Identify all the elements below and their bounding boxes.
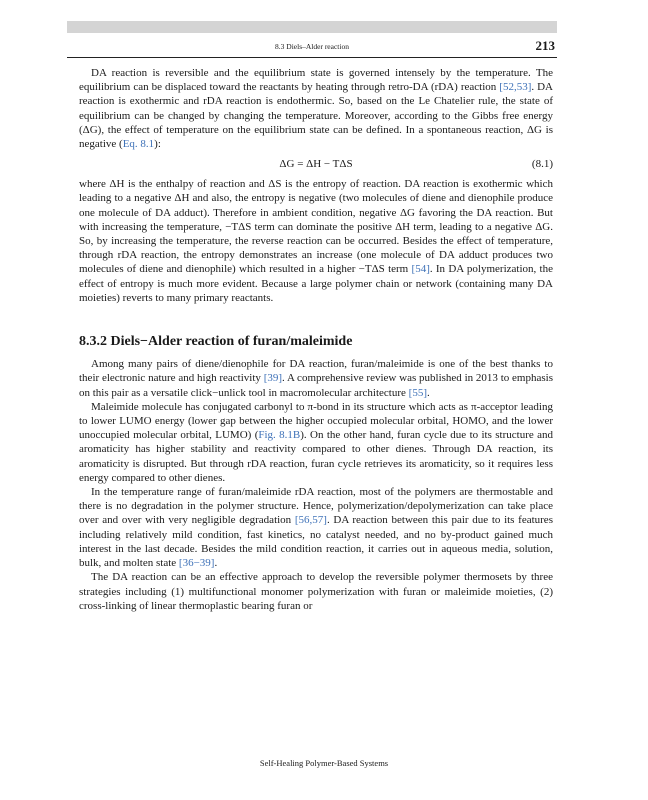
page-footer: Self-Healing Polymer-Based Systems — [259, 758, 389, 768]
paragraph: In the temperature range of furan/maleimide rDA reaction, most of the polymers are thermostable and there is no degradation in the polymer structure. Hence, polymerization/depolymerization can take place over and over with very negligible degradation [56,57]. DA reaction between this pair due to its features including relatively mild condition, fast kinetics, no catalyst needed, and no by-product gained much interest in the last decade. Besides the mild condition reaction, it carries out in aqueous media, solution, bulk, and molten state [36−39]. — [79, 486, 553, 570]
citation-link[interactable]: [55] — [408, 386, 427, 399]
page-header — [67, 37, 557, 58]
equation: ΔG = ΔH − TΔS — [279, 158, 353, 171]
citation-link[interactable]: [54] — [411, 263, 430, 276]
citation-link[interactable]: [56,57] — [294, 514, 327, 527]
equation-number: (8.1) — [531, 158, 553, 171]
citation-link[interactable]: [52,53] — [499, 81, 532, 94]
page-content — [79, 66, 553, 613]
page-number: 213 — [535, 38, 555, 53]
citation-link[interactable]: [39] — [263, 372, 283, 385]
paragraph: The DA reaction can be an effective approach to develop the reversible polymer thermosets by three strategies including (1) multifunctional monomer polymerization with furan or maleimide moieties, (2) cross-linking of linear thermoplastic bearing furan or — [79, 571, 553, 612]
section-heading: 8.3.2 Diels−Alder reaction of furan/maleimide — [79, 334, 353, 350]
paragraph: Maleimide molecule has conjugated carbonyl to π-bond in its structure which acts as π-acceptor leading to lower LUMO energy (lower gap between the higher occupied molecular orbital, HOMO, and the lower unoccupied molecular orbital, LUMO) (Fig. 8.1B). On the other hand, furan cycle due to its structure and aromaticity has higher stability and reactivity compared to other dienes. Through DA reaction, its aromaticity is disrupted. But through rDA reaction, furan cycle retrieves its aromaticity, so it requires less energy compared to other dienes. — [79, 400, 554, 484]
equation-block — [79, 151, 553, 177]
section-body — [79, 357, 553, 613]
citation-link[interactable]: [36−39] — [178, 557, 215, 570]
paragraph: where ΔH is the enthalpy of reaction and ΔS is the entropy of reaction. DA reaction is exothermic which leading to a negative ΔH and also, the entropy is negative (two molecules of diene and dienophile produce one molecule of DA adduct). Therefore in ambient condition, negative ΔG favoring the DA reaction. But with increasing the temperature, −TΔS term can dominate the positive ΔH term, leading to a negative ΔG. So, by increasing the temperature, the reverse reaction can be occurred. Besides the effect of temperature, through rDA reaction, the entropy demonstrates an increase (one molecule of DA adduct produces two molecules of diene and dienophile) which resulted in a higher −TΔS term [54]. In DA polymerization, the effect of entropy is much more evident. Because a large polymer chain or network (containing many DA moieties) reverts to many primary reactants. — [79, 178, 553, 304]
header-bar — [67, 21, 557, 33]
paragraph: Among many pairs of diene/dienophile for DA reaction, furan/maleimide is one of the best thanks to their electronic nature and high reactivity [39]. A comprehensive review was published in 2013 to emphasis on this pair as a versatile click−unlick tool in macromolecular architecture [55]. — [79, 358, 553, 399]
figure-link[interactable]: Fig. 8.1B — [258, 429, 301, 442]
paragraph: DA reaction is reversible and the equilibrium state is governed intensely by the temperature. The equilibrium can be displaced toward the reactants by heating through retro-DA (rDA) reaction [52,53]. DA reaction is exothermic and rDA reaction is endothermic. So, based on the Le Chatelier rule, the state of equilibrium can be changed by changing the temperature. Moreover, according to the Gibbs free energy (ΔG), the effect of temperature on the equilibrium state can be defined. In a spontaneous reaction, ΔG is negative (Eq. 8.1): — [79, 67, 554, 151]
equation-link[interactable]: Eq. 8.1 — [122, 138, 155, 151]
running-head: 8.3 Diels–Alder reaction — [275, 42, 349, 51]
